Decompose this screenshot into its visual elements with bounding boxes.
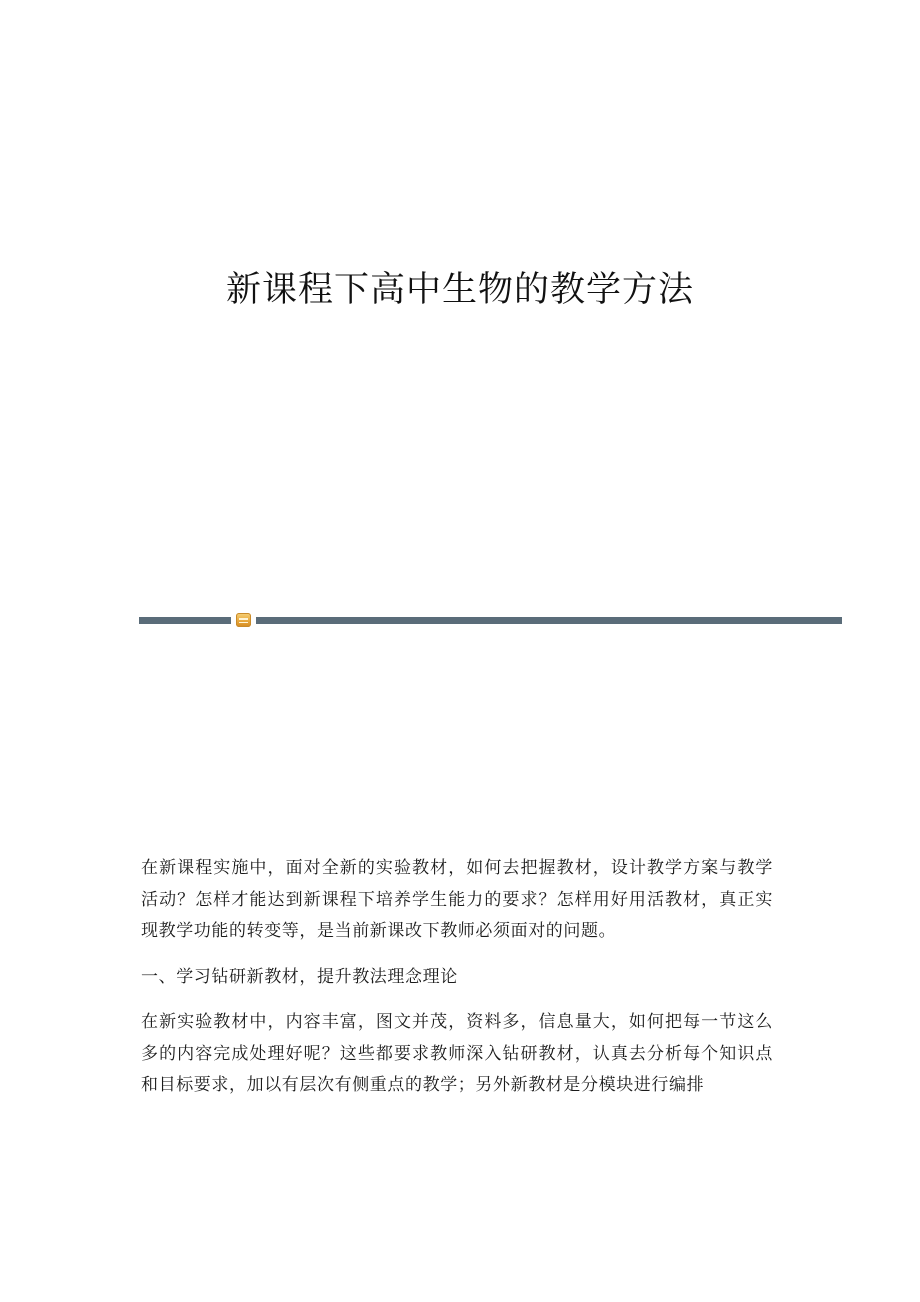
document-title: 新课程下高中生物的教学方法 [225,270,694,310]
divider-bar-left [139,617,231,624]
document-body [141,853,773,1116]
section-1-paragraph: 在新实验教材中，内容丰富，图文并茂，资料多，信息量大，如何把每一节这么多的内容完成处理好呢？这些都要求教师深入钻研教材，认真去分析每个知识点和目标要求，加以有层次有侧重点的教学；另外新教材是分模块进行编排 [141,1012,773,1095]
intro-paragraph: 在新课程实施中，面对全新的实验教材，如何去把握教材，设计教学方案与教学活动？怎样才能达到新课程下培养学生能力的要求？怎样用好用活教材，真正实现教学功能的转变等，是当前新课改下教师必须面对的问题。 [141,858,773,941]
divider-bar-right [256,617,842,624]
section-heading-1: 一、学习钻研新教材，提升教法理念理论 [141,966,458,987]
section-divider [139,612,842,628]
document-emblem-icon [236,613,251,627]
